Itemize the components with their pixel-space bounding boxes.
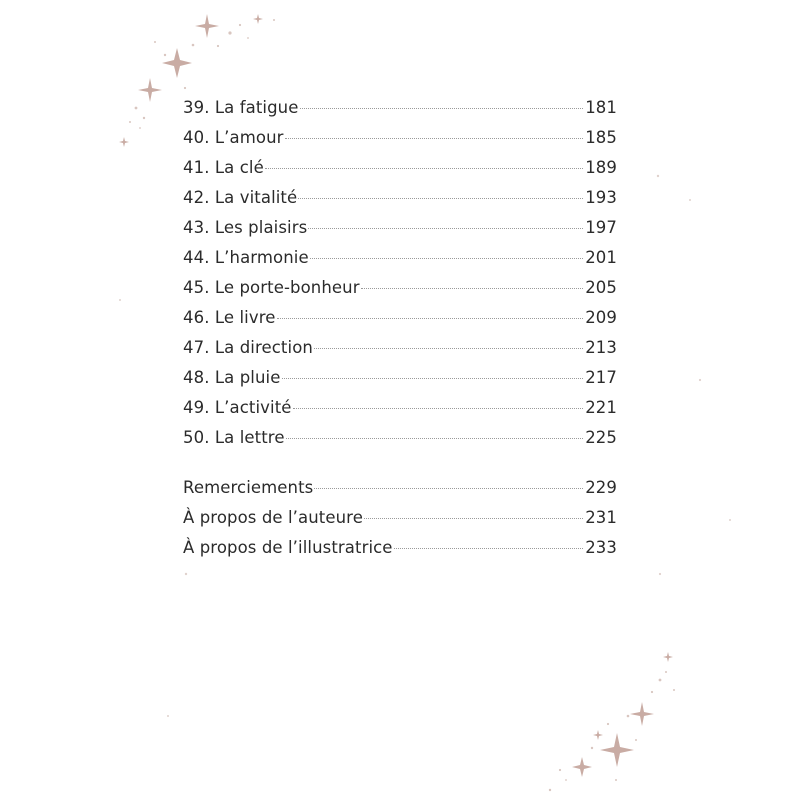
dot-leader (300, 107, 584, 109)
dot-leader (394, 547, 584, 549)
toc-entry[interactable] (183, 243, 617, 273)
dot-leader (293, 407, 584, 409)
dot-leader (286, 437, 584, 439)
dot-leader (298, 197, 583, 199)
toc-entry[interactable] (183, 183, 617, 213)
toc-entry-page: 213 (585, 338, 617, 357)
toc-entry-title: 46. Le livre (183, 308, 276, 327)
toc-entry-title: 47. La direction (183, 338, 313, 357)
toc-entry-page: 221 (585, 398, 617, 417)
toc-entry-title: 48. La pluie (183, 368, 281, 387)
toc-entry[interactable] (183, 213, 617, 243)
dot-leader (308, 227, 583, 229)
toc-entry-title: 43. Les plaisirs (183, 218, 308, 237)
toc-entry-title: 40. L’amour (183, 128, 284, 147)
toc-entry-title: 50. La lettre (183, 428, 285, 447)
table-of-contents (183, 93, 617, 563)
toc-entry[interactable] (183, 273, 617, 303)
toc-entry-title: 39. La fatigue (183, 98, 299, 117)
toc-entry[interactable] (183, 393, 617, 423)
toc-entry[interactable] (183, 123, 617, 153)
toc-entry-page: 225 (585, 428, 617, 447)
dot-leader (361, 287, 584, 289)
toc-entry-page: 197 (585, 218, 617, 237)
toc-entry-title: 45. Le porte-bonheur (183, 278, 360, 297)
toc-entry[interactable] (183, 303, 617, 333)
toc-entry-title: À propos de l’auteure (183, 508, 363, 527)
toc-entry-back-matter[interactable] (183, 503, 617, 533)
dot-leader (364, 517, 583, 519)
dot-leader (314, 487, 583, 489)
toc-entry[interactable] (183, 153, 617, 183)
dot-leader (282, 377, 584, 379)
toc-entry-back-matter[interactable] (183, 473, 617, 503)
toc-entry-title: Remerciements (183, 478, 314, 497)
toc-entry-title: 42. La vitalité (183, 188, 298, 207)
toc-entry-page: 189 (585, 158, 617, 177)
dot-leader (265, 167, 583, 169)
toc-entry[interactable] (183, 423, 617, 453)
dot-leader (310, 257, 583, 259)
toc-entry[interactable] (183, 93, 617, 123)
toc-entry-title: À propos de l’illustratrice (183, 538, 393, 557)
section-spacer (183, 453, 617, 473)
dot-leader (314, 347, 583, 349)
dot-leader (277, 317, 584, 319)
toc-entry-page: 185 (585, 128, 617, 147)
toc-entry-page: 229 (585, 478, 617, 497)
toc-entry-title: 49. L’activité (183, 398, 292, 417)
toc-entry-page: 217 (585, 368, 617, 387)
sparkles-bottom-right-icon (520, 620, 700, 800)
toc-entry-page: 209 (585, 308, 617, 327)
toc-entry-page: 205 (585, 278, 617, 297)
toc-entry-back-matter[interactable] (183, 533, 617, 563)
toc-entry-title: 44. L’harmonie (183, 248, 309, 267)
toc-entry-page: 193 (585, 188, 617, 207)
toc-entry-page: 201 (585, 248, 617, 267)
toc-entry[interactable] (183, 363, 617, 393)
toc-entry-page: 181 (585, 98, 617, 117)
toc-entry-page: 231 (585, 508, 617, 527)
toc-entry-page: 233 (585, 538, 617, 557)
toc-entry-title: 41. La clé (183, 158, 264, 177)
dot-leader (285, 137, 584, 139)
toc-entry[interactable] (183, 333, 617, 363)
